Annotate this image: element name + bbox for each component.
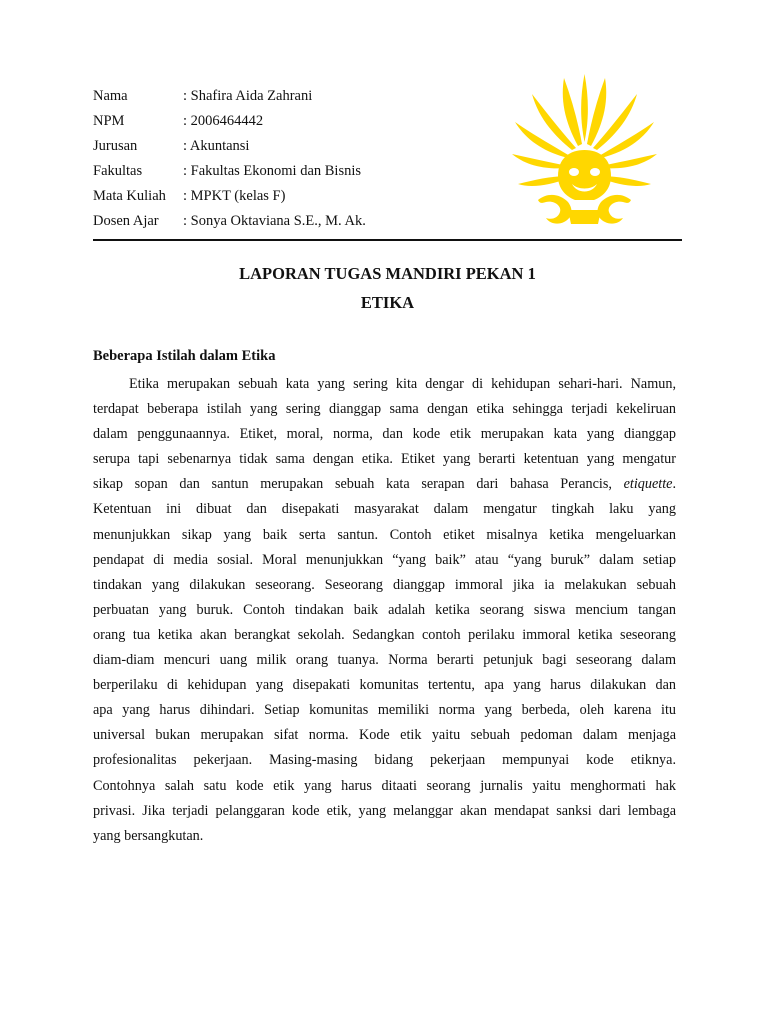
info-row-mata-kuliah: [93, 184, 366, 209]
body-line-text: sikap sopan dan santun merupakan sebuah kata serapan dari bahasa Perancis,: [93, 476, 612, 493]
info-label: Jurusan: [93, 138, 138, 154]
info-row-nama: [93, 84, 366, 109]
body-line: yang bersangkutan.: [93, 827, 204, 844]
body-line: profesionalitas pekerjaan. Masing-masing bidang pekerjaan mempunyai kode etiknya.: [93, 752, 676, 769]
body-paragraph: [93, 372, 676, 849]
body-line: apa yang harus dihindari. Setiap komunitas memiliki norma yang berbeda, oleh karena itu: [93, 702, 676, 719]
info-row-fakultas: [93, 159, 366, 184]
body-line: [93, 472, 676, 497]
report-subtitle: ETIKA: [360, 293, 415, 312]
info-value: : MPKT (kelas F): [183, 188, 286, 204]
report-title: LAPORAN TUGAS MANDIRI PEKAN 1: [239, 264, 536, 283]
italic-term: etiquette: [623, 476, 673, 493]
info-row-dosen-ajar: [93, 209, 366, 234]
info-value: : Fakultas Ekonomi dan Bisnis: [183, 163, 362, 179]
body-line: privasi. Jika terjadi pelanggaran kode etik, yang melanggar akan mendapat sanksi dari lembaga: [93, 802, 676, 819]
info-label: Fakultas: [93, 163, 143, 179]
info-row-npm: [93, 109, 366, 134]
body-line: tindakan yang dilakukan seseorang. Seseorang dianggap immoral jika ia melakukan sebuah: [93, 576, 676, 593]
body-line: menunjukkan sikap yang baik serta santun. Contoh etiket misalnya ketika mengeluarkan: [93, 526, 676, 543]
italic-term-suffix: .: [672, 476, 676, 493]
info-value: : Shafira Aida Zahrani: [183, 88, 313, 104]
body-line: Etika merupakan sebuah kata yang sering kita dengar di kehidupan sehari-hari. Namun,: [129, 376, 676, 392]
body-line: perbuatan yang buruk. Contoh tindakan baik adalah ketika seorang siswa mencium tangan: [93, 601, 676, 618]
makara-ui-logo-icon: [512, 72, 657, 227]
info-label: Dosen Ajar: [93, 213, 159, 229]
student-info-table: [93, 84, 366, 234]
info-value: : Sonya Oktaviana S.E., M. Ak.: [183, 213, 366, 229]
info-label: NPM: [93, 113, 125, 129]
body-line: orang tua ketika akan berangkat sekolah. Sedangkan contoh perilaku immoral ketika seseorang: [93, 626, 676, 643]
body-line: Contohnya salah satu kode etik yang harus ditaati seorang jurnalis yaitu menghormati hak: [93, 777, 676, 794]
body-line: berperilaku di kehidupan yang disepakati komunitas tertentu, apa yang harus dilakukan dan: [93, 677, 676, 694]
info-row-jurusan: [93, 134, 366, 159]
info-label: Mata Kuliah: [93, 188, 166, 204]
body-line: universal bukan merupakan sifat norma. Kode etik yaitu sebuah pedoman dalam menjaga: [93, 727, 676, 744]
body-line: serupa tapi sebenarnya tidak sama dengan etika. Etiket yang berarti ketentuan yang mengatur: [93, 451, 676, 468]
section-heading: Beberapa Istilah dalam Etika: [93, 348, 276, 364]
body-line: dalam penggunaannya. Etiket, moral, norma, dan kode etik merupakan kata yang dianggap: [93, 426, 676, 443]
info-value: : 2006464442: [183, 113, 264, 129]
info-value: : Akuntansi: [183, 138, 250, 154]
body-line: diam-diam mencuri uang milik orang tuanya. Norma berarti petunjuk bagi seseorang dalam: [93, 652, 676, 669]
body-line: terdapat beberapa istilah yang sering dianggap sama dengan etika sehingga terjadi kekeliruan: [93, 401, 676, 418]
header-divider: [93, 239, 682, 241]
body-line: Ketentuan ini dibuat dan disepakati masyarakat dalam mengatur tingkah laku yang: [93, 501, 676, 518]
info-label: Nama: [93, 88, 128, 104]
body-line: pendapat di media sosial. Moral menunjukkan “yang baik” atau “yang buruk” dalam setiap: [93, 551, 676, 568]
